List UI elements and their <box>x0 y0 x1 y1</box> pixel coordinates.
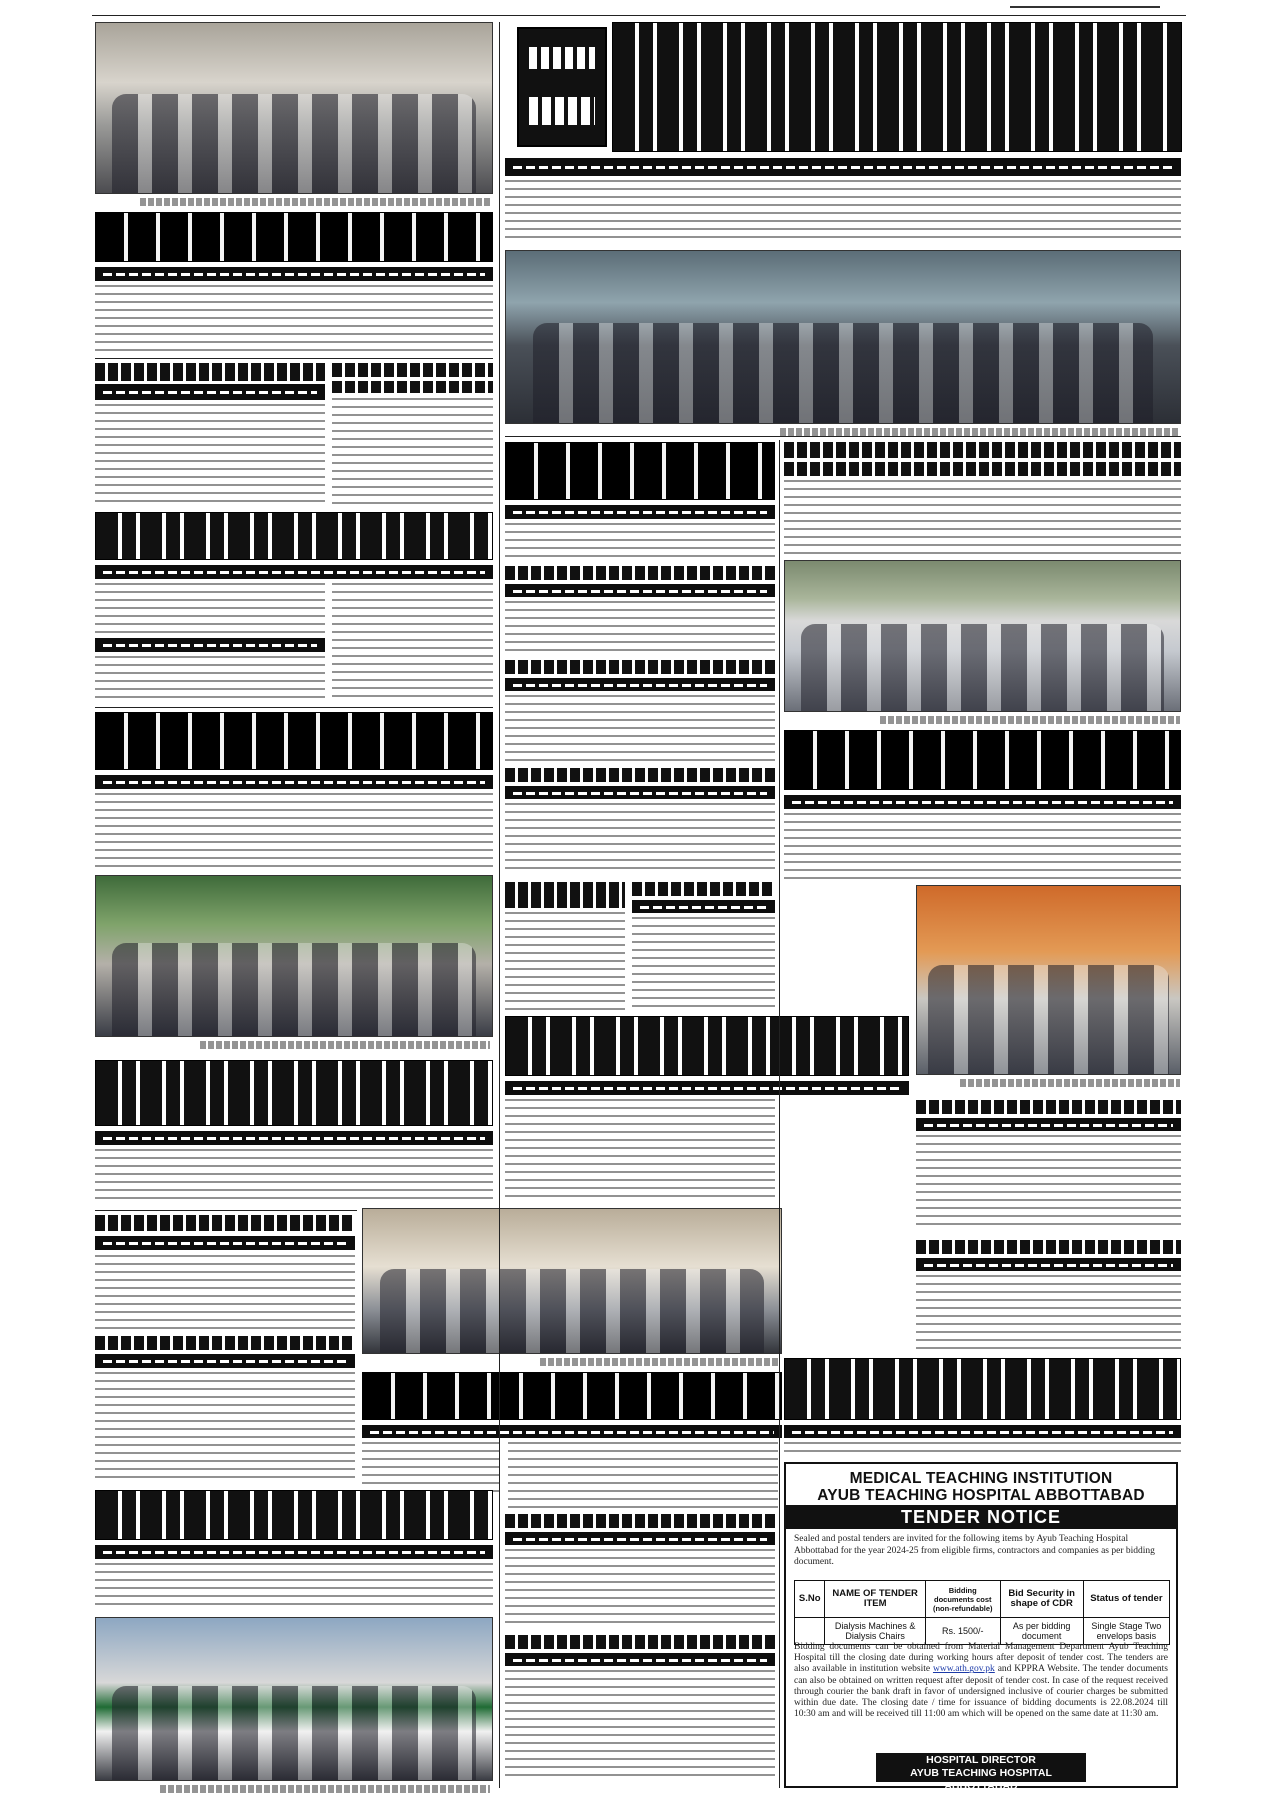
headline-hospital-admin <box>95 1060 493 1126</box>
subheadline-kashmir-stance <box>505 1532 775 1545</box>
cell-bid-security: As per bidding document <box>1000 1618 1083 1645</box>
tender-heading: TENDER NOTICE <box>786 1505 1176 1529</box>
headline-mansehra-package <box>784 730 1181 790</box>
subheadline-umar-ayub <box>95 1354 355 1368</box>
tender-table-header-row <box>795 1581 1170 1618</box>
story-text-chairman-road <box>505 1099 775 1199</box>
section-divider <box>505 436 1181 437</box>
photo-caption <box>200 1041 490 1049</box>
subheadline-pm-fake-cases <box>916 1118 1181 1131</box>
tender-items-table <box>794 1580 1170 1645</box>
cell-status: Single Stage Two envelops basis <box>1083 1618 1169 1645</box>
headline-power-sector <box>95 363 325 381</box>
subheadline-tarbela-polo <box>784 1425 1181 1438</box>
story-text-imran-khan <box>916 1275 1181 1351</box>
photo-caption <box>160 1785 490 1793</box>
story-text-marriage <box>508 1442 778 1508</box>
reporter-name-box <box>517 27 607 147</box>
photo-elders-group <box>784 560 1181 712</box>
subheadline-chairman-road <box>505 1081 909 1095</box>
cell-sno <box>795 1618 825 1645</box>
story-text-pen-1 <box>95 583 325 633</box>
tender-institution-line2: AYUB TEACHING HOSPITAL ABBOTTABAD <box>817 1487 1145 1504</box>
cell-document-cost: Rs. 1500/- <box>925 1618 1000 1645</box>
subheadline-kashmir-crisis <box>505 786 775 799</box>
story-text-power-sector <box>95 404 325 504</box>
subheadline-imran-khan <box>916 1258 1181 1271</box>
subheadline-public-facilities <box>95 775 493 789</box>
headline-kashmir-rights <box>784 442 1181 458</box>
story-text-tarbela-polo <box>784 1442 1181 1458</box>
headline-center-brief <box>505 882 625 908</box>
column-divider <box>779 440 780 1788</box>
photo-caption <box>540 1358 780 1366</box>
subheadline-hospital-admin <box>95 1131 493 1145</box>
story-text-ismail-haniyeh <box>505 523 775 559</box>
story-text-chairman <box>362 1442 500 1494</box>
subheadline-left-1 <box>95 267 493 281</box>
story-text-pm-fake-cases <box>916 1135 1181 1231</box>
subheadline-kashmir-freedom <box>505 584 775 597</box>
subheadline-chairman <box>362 1425 782 1438</box>
subheadline-sialkot <box>95 1236 355 1250</box>
headline-tarbela-polo <box>784 1358 1181 1420</box>
lead-subheadline <box>505 158 1181 176</box>
headline-pm-fake-cases <box>916 1100 1181 1114</box>
subheadline-pen-results <box>95 565 493 579</box>
table-row <box>795 1618 1170 1645</box>
story-text-kashmir-crisis <box>505 803 775 875</box>
tender-body-part2: and KPPRA Website. The tender documents can also be obtained on written request after deposit of tender cost. In case of the request received through courier the bank draft in favor of undersigned inclusive of courier charges be submitted within due date. The closing date / time for issuance of bidding documents is 22.08.2024 till 10:30 am and will be received till 11:00 am which will be opened on the same date at 11:30 am. <box>794 1664 1169 1720</box>
tender-notice-ad <box>784 1462 1178 1792</box>
photo-excavator-site <box>916 885 1181 1075</box>
headline-pen-results <box>95 512 493 560</box>
col-status: Status of tender <box>1083 1581 1169 1618</box>
subheadline-pti-mpa <box>505 1653 775 1666</box>
tender-intro: Sealed and postal tenders are invited for the following items by Ayub Teaching Hospital Abbottabad for the year 2024-25 from eligible firms, contractors and companies as per bidding document. <box>794 1534 1155 1567</box>
photo-caption <box>960 1079 1180 1087</box>
photo-market-inspection <box>505 250 1181 424</box>
photo-caption <box>780 428 1180 436</box>
subheadline-kp-assembly <box>505 678 775 691</box>
headline-imran-khan-petition <box>916 1240 1181 1254</box>
signature-title: HOSPITAL DIRECTOR <box>926 1754 1036 1766</box>
col-bid-security: Bid Security in shape of CDR <box>1000 1581 1083 1618</box>
col-sno: S.No <box>795 1581 825 1618</box>
headline-ismail-haniyeh <box>505 442 775 500</box>
photo-kashmir-rally <box>95 1617 493 1781</box>
subheadline-ismail-haniyeh <box>505 505 775 519</box>
headline-side-brief-2 <box>332 381 493 393</box>
headline-umar-ayub <box>95 1336 355 1350</box>
headline-left-1 <box>95 212 493 262</box>
subheadline-power-sector <box>95 384 325 400</box>
col-item-name: NAME OF TENDER ITEM <box>825 1581 926 1618</box>
headline-sialkot <box>95 1215 355 1231</box>
story-text-hospital-admin <box>95 1149 493 1205</box>
subheadline-school <box>95 1545 493 1559</box>
tender-institution <box>786 1470 1176 1504</box>
photo-ribbon-cutting <box>95 875 493 1037</box>
story-text-un-resolutions <box>632 917 775 1010</box>
section-divider <box>95 707 493 708</box>
photo-caption <box>880 716 1180 724</box>
tender-institution-line1: MEDICAL TEACHING INSTITUTION <box>849 1470 1113 1487</box>
photo-caption <box>140 198 490 206</box>
story-text-kp-assembly <box>505 695 775 761</box>
story-text-kashmir-freedom <box>505 601 775 653</box>
col-document-cost: Bidding documents cost (non-refundable) <box>925 1581 1000 1618</box>
tender-body-text <box>794 1642 1168 1720</box>
headline-pti-mpa <box>505 1635 775 1649</box>
story-text-center-brief <box>505 912 625 1010</box>
story-text-school <box>95 1563 493 1611</box>
headline-kp-assembly <box>505 660 775 674</box>
column-divider <box>499 22 500 1788</box>
headline-chairman-village-council <box>362 1372 782 1420</box>
tender-body-part1: Bidding documents can be obtained from Material Management Department Ayub Teaching Hospital till the closing date during working hours after deposit of tender cost. The tenders are also available in institution website <box>794 1642 1168 1675</box>
tender-website-link[interactable]: www.ath.gov.pk <box>932 1664 995 1675</box>
signature-org: AYUB TEACHING HOSPITAL ABBOTTABAD <box>910 1767 1052 1792</box>
subheadline-un-resolutions <box>632 900 775 913</box>
headline-kashmir-crisis <box>505 768 775 782</box>
story-text-mansehra <box>784 813 1181 879</box>
photo-group-meeting <box>95 22 493 194</box>
section-divider <box>95 358 493 359</box>
story-text-kashmir-stance <box>505 1549 775 1627</box>
headline-kashmir-freedom <box>505 566 775 580</box>
photo-office-meeting <box>362 1208 782 1354</box>
story-text-pti-mpa <box>505 1670 775 1782</box>
headline-kashmir-rights-2 <box>784 462 1181 476</box>
story-text-pen-2 <box>332 583 493 701</box>
section-divider <box>95 1210 357 1211</box>
headline-un-resolutions <box>632 882 775 896</box>
story-text-kashmir-rights <box>784 480 1181 554</box>
tender-signature-block <box>876 1753 1086 1792</box>
subheadline-hafiz <box>95 638 325 652</box>
story-text-side-brief <box>332 398 493 504</box>
lead-story-text <box>505 180 1181 244</box>
headline-school-ceremony <box>95 1490 493 1540</box>
headline-chairman-road <box>505 1016 909 1076</box>
story-text-sialkot <box>95 1255 355 1329</box>
masthead-dateline <box>960 2 1160 14</box>
lead-headline <box>612 22 1182 152</box>
headline-public-facilities <box>95 712 493 770</box>
story-text-umar-ayub <box>95 1372 355 1482</box>
headline-side-brief <box>332 363 493 377</box>
cell-item-name: Dialysis Machines & Dialysis Chairs <box>825 1618 926 1645</box>
story-text-public-facilities <box>95 793 493 869</box>
subheadline-mansehra <box>784 795 1181 809</box>
story-text-hafiz <box>95 656 325 702</box>
headline-kashmir-stance <box>505 1514 775 1528</box>
story-text-left-1 <box>95 285 493 353</box>
